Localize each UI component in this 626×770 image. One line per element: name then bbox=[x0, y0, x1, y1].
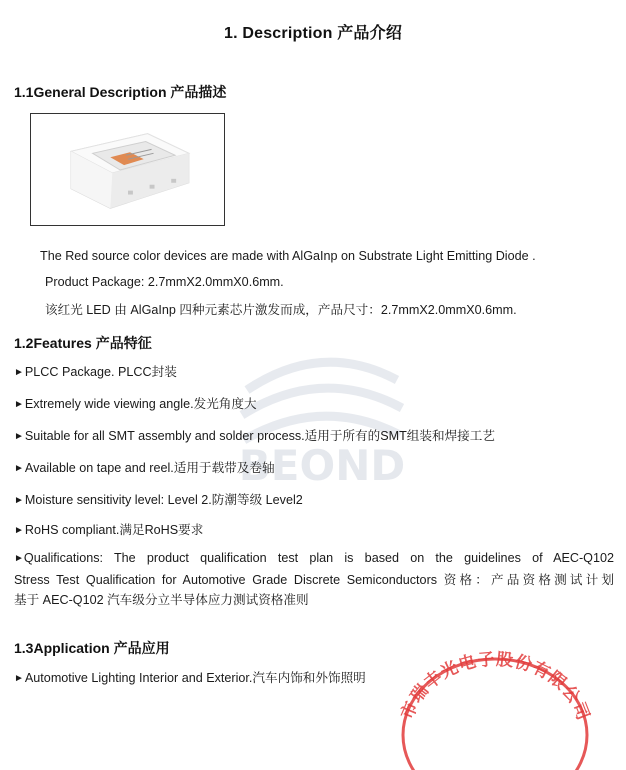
svg-text:市瑞丰光电子股份有限公司 bbox=[396, 650, 593, 724]
application-item bbox=[14, 667, 366, 686]
description-line-2: Product Package: 2.7mmX2.0mmX0.6mm. bbox=[45, 275, 284, 289]
feature-text: Suitable for all SMT assembly and solder process.适用于所有的SMT组装和焊接工艺 bbox=[24, 429, 495, 443]
qualification-line-2: Stress Test Qualification for Automotive Grade Discrete Semiconductors 资格：产品资格测试计划 bbox=[14, 573, 614, 587]
bullet-arrow-icon: ► bbox=[14, 525, 24, 536]
qualification-paragraph bbox=[14, 548, 614, 610]
section-heading-features: 1.2Features 产品特征 bbox=[14, 335, 152, 351]
bullet-arrow-icon: ► bbox=[14, 367, 24, 378]
application-text: Automotive Lighting Interior and Exterior.汽车内饰和外饰照明 bbox=[24, 671, 366, 685]
page-title: 1. Description 产品介绍 bbox=[223, 25, 403, 42]
bullet-arrow-icon: ► bbox=[14, 399, 24, 410]
stamp-text: 市瑞丰光电子股份有限公司 bbox=[397, 649, 594, 724]
description-line-1: The Red source color devices are made with AlGaInp on Substrate Light Emitting Diode . bbox=[40, 249, 536, 263]
led-package-illustration bbox=[31, 114, 224, 225]
section-heading-general: 1.1General Description 产品描述 bbox=[14, 84, 227, 100]
feature-text: Moisture sensitivity level: Level 2.防潮等级 Level2 bbox=[24, 493, 303, 507]
feature-text: Available on tape and reel.适用于载带及卷轴 bbox=[24, 461, 275, 475]
feature-item bbox=[14, 361, 177, 380]
bullet-arrow-icon: ► bbox=[14, 431, 24, 442]
feature-item bbox=[14, 457, 275, 476]
qualification-line-3: 基于 AEC-Q102 汽车级分立半导体应力测试资格准则 bbox=[14, 593, 309, 607]
watermark-text: BEOND bbox=[238, 441, 406, 490]
bullet-arrow-icon: ► bbox=[14, 553, 24, 564]
bullet-arrow-icon: ► bbox=[14, 673, 24, 684]
feature-item bbox=[14, 489, 303, 508]
feature-text: RoHS compliant.满足RoHS要求 bbox=[24, 523, 204, 537]
company-seal-stamp bbox=[395, 640, 595, 770]
feature-text: PLCC Package. PLCC封装 bbox=[24, 365, 177, 379]
description-line-3: 该红光 LED 由 AlGaInp 四种元素芯片激发而成，产品尺寸：2.7mmX2.0mmX0.6mm. bbox=[45, 303, 517, 317]
feature-text: Extremely wide viewing angle.发光角度大 bbox=[24, 397, 257, 411]
feature-item bbox=[14, 393, 257, 412]
product-image bbox=[30, 113, 225, 226]
section-heading-application: 1.3Application 产品应用 bbox=[14, 640, 170, 656]
bullet-arrow-icon: ► bbox=[14, 495, 24, 506]
qualification-line-1 bbox=[14, 548, 614, 570]
feature-item bbox=[14, 425, 495, 444]
qualification-text-1: Qualifications: The product qualification test plan is based on the guidelines of AEC-Q102 bbox=[23, 551, 614, 565]
bullet-arrow-icon: ► bbox=[14, 463, 24, 474]
feature-item bbox=[14, 519, 203, 538]
